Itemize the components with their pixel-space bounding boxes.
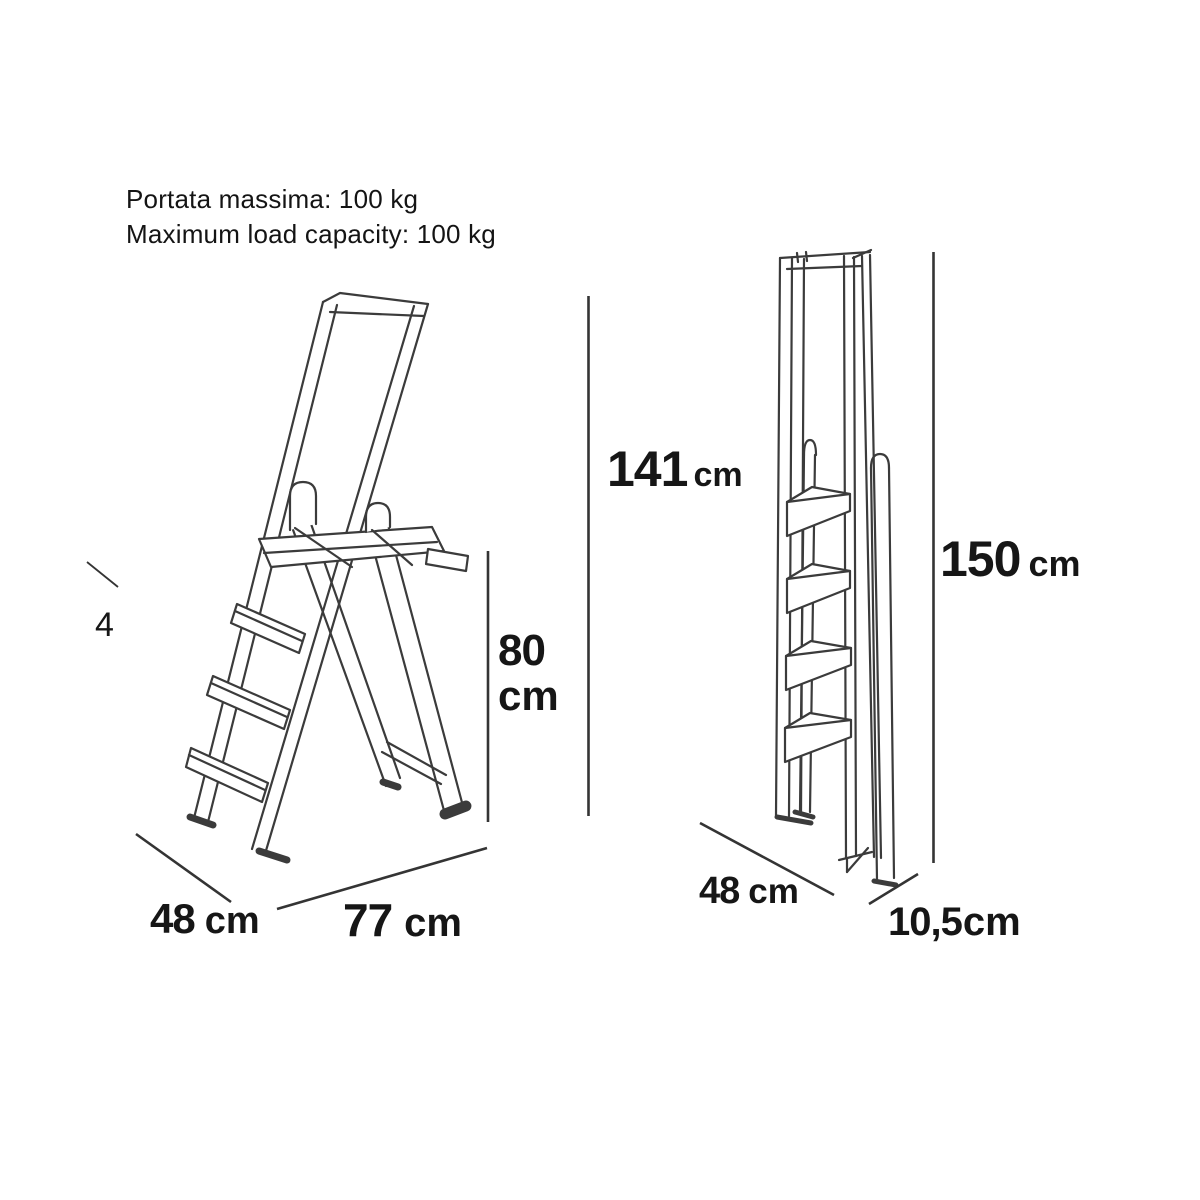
step bbox=[231, 604, 305, 653]
folded-rail-center-inner bbox=[854, 257, 856, 856]
step bbox=[207, 676, 290, 729]
dimension-unit: cm bbox=[748, 872, 799, 911]
dimension-value: 141 bbox=[607, 441, 688, 497]
back-rail-right-inner bbox=[252, 306, 414, 849]
rail-foot bbox=[259, 851, 287, 860]
dimension-value: 10,5 bbox=[888, 900, 962, 944]
dimension-label-total-height-open bbox=[607, 440, 743, 498]
folded-top-bar-inner bbox=[787, 266, 862, 269]
rear-leg-near bbox=[368, 529, 446, 818]
dimension-label-folded-height bbox=[940, 530, 1080, 588]
top-handle-bar-inner bbox=[330, 312, 424, 316]
dimension-unit: cm bbox=[204, 900, 260, 942]
dimension-label-open-width bbox=[150, 895, 260, 943]
folded-outer-leg-foot bbox=[874, 881, 896, 885]
dimension-value: 77 bbox=[343, 894, 393, 946]
dimension-value: 48 bbox=[699, 870, 740, 912]
folded-outer-leg-inner bbox=[889, 468, 894, 878]
folded-ladder-drawing bbox=[776, 250, 896, 885]
top-notch bbox=[797, 253, 798, 262]
dimension-unit: cm bbox=[693, 456, 743, 494]
open-ladder-drawing bbox=[186, 293, 468, 860]
folded-rail-left bbox=[776, 258, 780, 816]
load-capacity-italian: Portata massima: 100 kg bbox=[126, 184, 419, 214]
hinge-hook bbox=[366, 503, 390, 532]
dimension-value: 150 bbox=[940, 531, 1021, 587]
dimension-line-open-width bbox=[136, 834, 231, 902]
rear-leg-far bbox=[292, 527, 386, 786]
hinge-hook bbox=[290, 482, 316, 530]
steps-count-value: 4 bbox=[95, 606, 114, 644]
platform-side-stub bbox=[426, 549, 468, 571]
steps-count-annotation bbox=[95, 606, 114, 645]
dimension-value: 48 bbox=[150, 895, 195, 942]
dimension-label-folded-width bbox=[699, 870, 799, 913]
step bbox=[186, 748, 268, 802]
folded-leg-hook bbox=[804, 440, 816, 455]
dimension-label-platform-height bbox=[498, 628, 559, 718]
dimension-value: 80 bbox=[498, 626, 545, 675]
folded-rail-center bbox=[844, 256, 846, 858]
dimension-unit: cm bbox=[404, 901, 462, 945]
dimension-label-folded-depth bbox=[888, 900, 1021, 945]
top-handle-bar bbox=[323, 293, 428, 304]
dimension-unit: cm bbox=[1028, 543, 1081, 584]
stray-tick-mark bbox=[87, 562, 118, 587]
dimension-unit: cm bbox=[498, 672, 559, 719]
back-rail-right bbox=[265, 304, 428, 854]
dimension-unit: cm bbox=[962, 900, 1021, 944]
rear-leg-far-foot bbox=[383, 782, 398, 787]
top-notch bbox=[806, 252, 807, 261]
dimension-label-open-depth bbox=[343, 893, 462, 947]
folded-rail-foot bbox=[777, 817, 811, 823]
folded-center-foot-diag bbox=[847, 848, 868, 872]
rear-leg-near-foot bbox=[445, 806, 466, 814]
load-capacity-english: Maximum load capacity: 100 kg bbox=[126, 219, 496, 249]
